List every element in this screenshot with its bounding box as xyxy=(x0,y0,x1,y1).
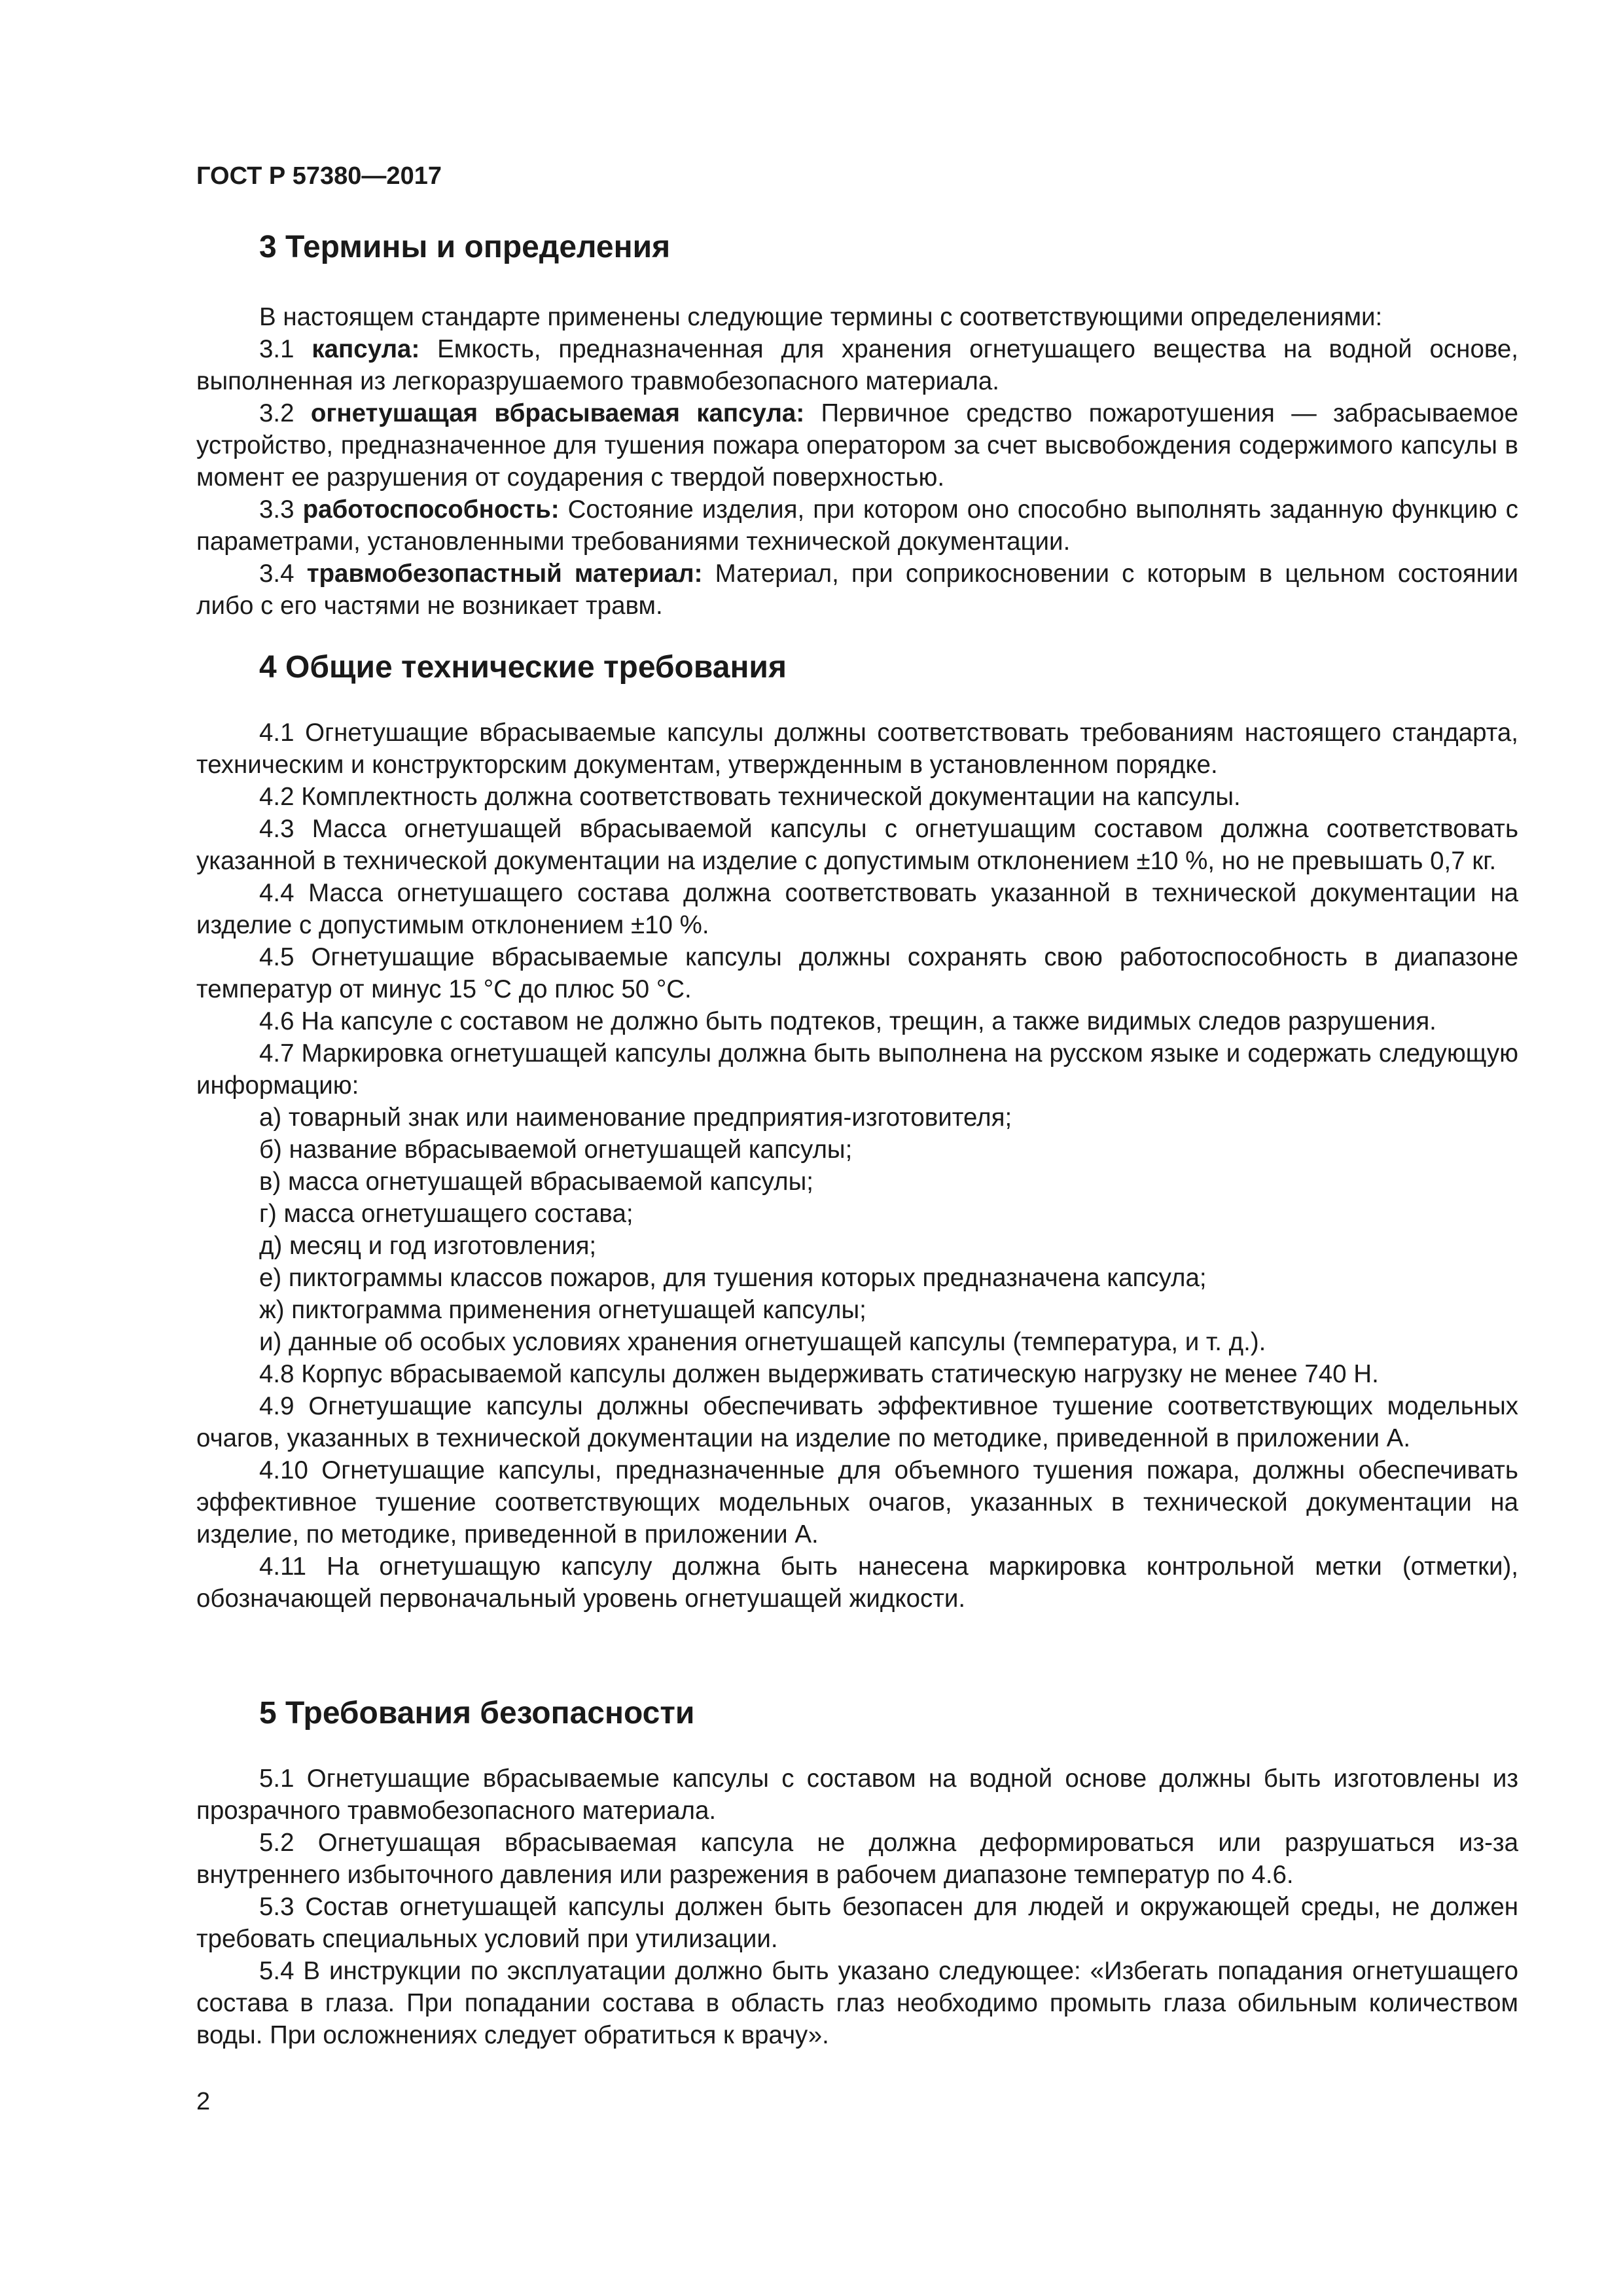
definition-3-4: 3.4 травмобезопастный материал: Материал, при соприкосновении с которым в цельном состоянии либо с его частями не возникает травм. xyxy=(196,560,1518,620)
section-5-title: 5 Требования безопасности xyxy=(259,1696,695,1731)
definition-3-3: 3.3 работоспособность: Состояние изделия, при котором оно способно выполнять заданную функцию с параметрами, установленными требованиями технической документации. xyxy=(196,495,1518,556)
paragraph-4-2: 4.2 Комплектность должна соответствовать технической документации на капсулы. xyxy=(259,783,1241,811)
page-number: 2 xyxy=(196,2088,211,2115)
paragraph-5-3: 5.3 Состав огнетушащей капсулы должен быть безопасен для людей и окружающей среды, не должен требовать специальных условий при утилизации. xyxy=(196,1893,1518,1953)
section-4-title: 4 Общие технические требования xyxy=(259,650,787,685)
list-item-i: и) данные об особых условиях хранения огнетушащей капсулы (температура, и т. д.). xyxy=(259,1328,1266,1356)
paragraph-5-1: 5.1 Огнетушащие вбрасываемые капсулы с составом на водной основе должны быть изготовлены из прозрачного травмобезопасного материала. xyxy=(196,1765,1518,1825)
section-3-title: 3 Термины и определения xyxy=(259,230,671,264)
list-item-a: а) товарный знак или наименование предприятия-изготовителя; xyxy=(259,1103,1012,1132)
section-3-body xyxy=(196,301,1518,622)
paragraph-4-8: 4.8 Корпус вбрасываемой капсулы должен выдерживать статическую нагрузку не менее 740 Н. xyxy=(259,1360,1379,1388)
list-item-g: г) масса огнетушащего состава; xyxy=(259,1200,633,1228)
paragraph-4-3: 4.3 Масса огнетушащей вбрасываемой капсулы с огнетушащим составом должна соответствовать указанной в технической документации на изделие с допустимым отклонением ±10 %, но не превышать 0,7 кг. xyxy=(196,815,1518,875)
paragraph-4-7: 4.7 Маркировка огнетушащей капсулы должна быть выполнена на русском языке и содержать следующую информацию: xyxy=(196,1039,1518,1100)
definition-3-1: 3.1 капсула: Емкость, предназначенная для хранения огнетушащего вещества на водной основе, выполненная из легкоразрушаемого травмобезопасного материала. xyxy=(196,335,1518,395)
list-item-v: в) масса огнетушащей вбрасываемой капсулы; xyxy=(259,1168,813,1196)
paragraph-4-10: 4.10 Огнетушащие капсулы, предназначенные для объемного тушения пожара, должны обеспечивать эффективное тушение соответствующих модельных очагов, указанных в технической документации на изделие, по методике, приведенной в приложении А. xyxy=(196,1456,1518,1549)
paragraph-4-5: 4.5 Огнетушащие вбрасываемые капсулы должны сохранять свою работоспособность в диапазоне температур от минус 15 °С до плюс 50 °С. xyxy=(196,943,1518,1003)
paragraph-4-4: 4.4 Масса огнетушащего состава должна соответствовать указанной в технической документации на изделие с допустимым отклонением ±10 %. xyxy=(196,879,1518,939)
paragraph-4-1: 4.1 Огнетушащие вбрасываемые капсулы должны соответствовать требованиям настоящего стандарта, техническим и конструкторским документам, утвержденным в установленном порядке. xyxy=(196,719,1518,779)
paragraph-4-9: 4.9 Огнетушащие капсулы должны обеспечивать эффективное тушение соответствующих модельных очагов, указанных в технической документации на изделие по методике, приведенной в приложении А. xyxy=(196,1392,1518,1452)
list-item-d: д) месяц и год изготовления; xyxy=(259,1232,597,1260)
list-item-b: б) название вбрасываемой огнетушащей капсулы; xyxy=(259,1136,853,1164)
list-item-zh: ж) пиктограмма применения огнетушащей капсулы; xyxy=(259,1296,866,1324)
section-3-intro: В настоящем стандарте применены следующие термины с соответствующими определениями: xyxy=(259,303,1383,331)
definition-3-2: 3.2 огнетушащая вбрасываемая капсула: Первичное средство пожаротушения — забрасываемое устройство, предназначенное для тушения пожара оператором за счет высвобождения содержимого капсулы в момент ее разрушения от соударения с твердой поверхностью. xyxy=(196,399,1518,492)
paragraph-5-2: 5.2 Огнетушащая вбрасываемая капсула не должна деформироваться или разрушаться из-за внутреннего избыточного давления или разрежения в рабочем диапазоне температур по 4.6. xyxy=(196,1829,1518,1889)
section-5-body xyxy=(196,1763,1518,2051)
paragraph-4-11: 4.11 На огнетушащую капсулу должна быть нанесена маркировка контрольной метки (отметки), обозначающей первоначальный уровень огнетушащей жидкости. xyxy=(196,1552,1518,1613)
list-item-e: е) пиктограммы классов пожаров, для тушения которых предназначена капсула; xyxy=(259,1264,1207,1292)
paragraph-4-6: 4.6 На капсуле с составом не должно быть подтеков, трещин, а также видимых следов разрушения. xyxy=(259,1007,1436,1035)
section-4-body xyxy=(196,717,1518,1615)
paragraph-5-4: 5.4 В инструкции по эксплуатации должно быть указано следующее: «Избегать попадания огнетушащего состава в глаза. При попадании состава в область глаз необходимо промыть глаза обильным количеством воды. При осложнениях следует обратиться к врачу». xyxy=(196,1957,1518,2049)
document-code: ГОСТ Р 57380—2017 xyxy=(196,162,442,190)
